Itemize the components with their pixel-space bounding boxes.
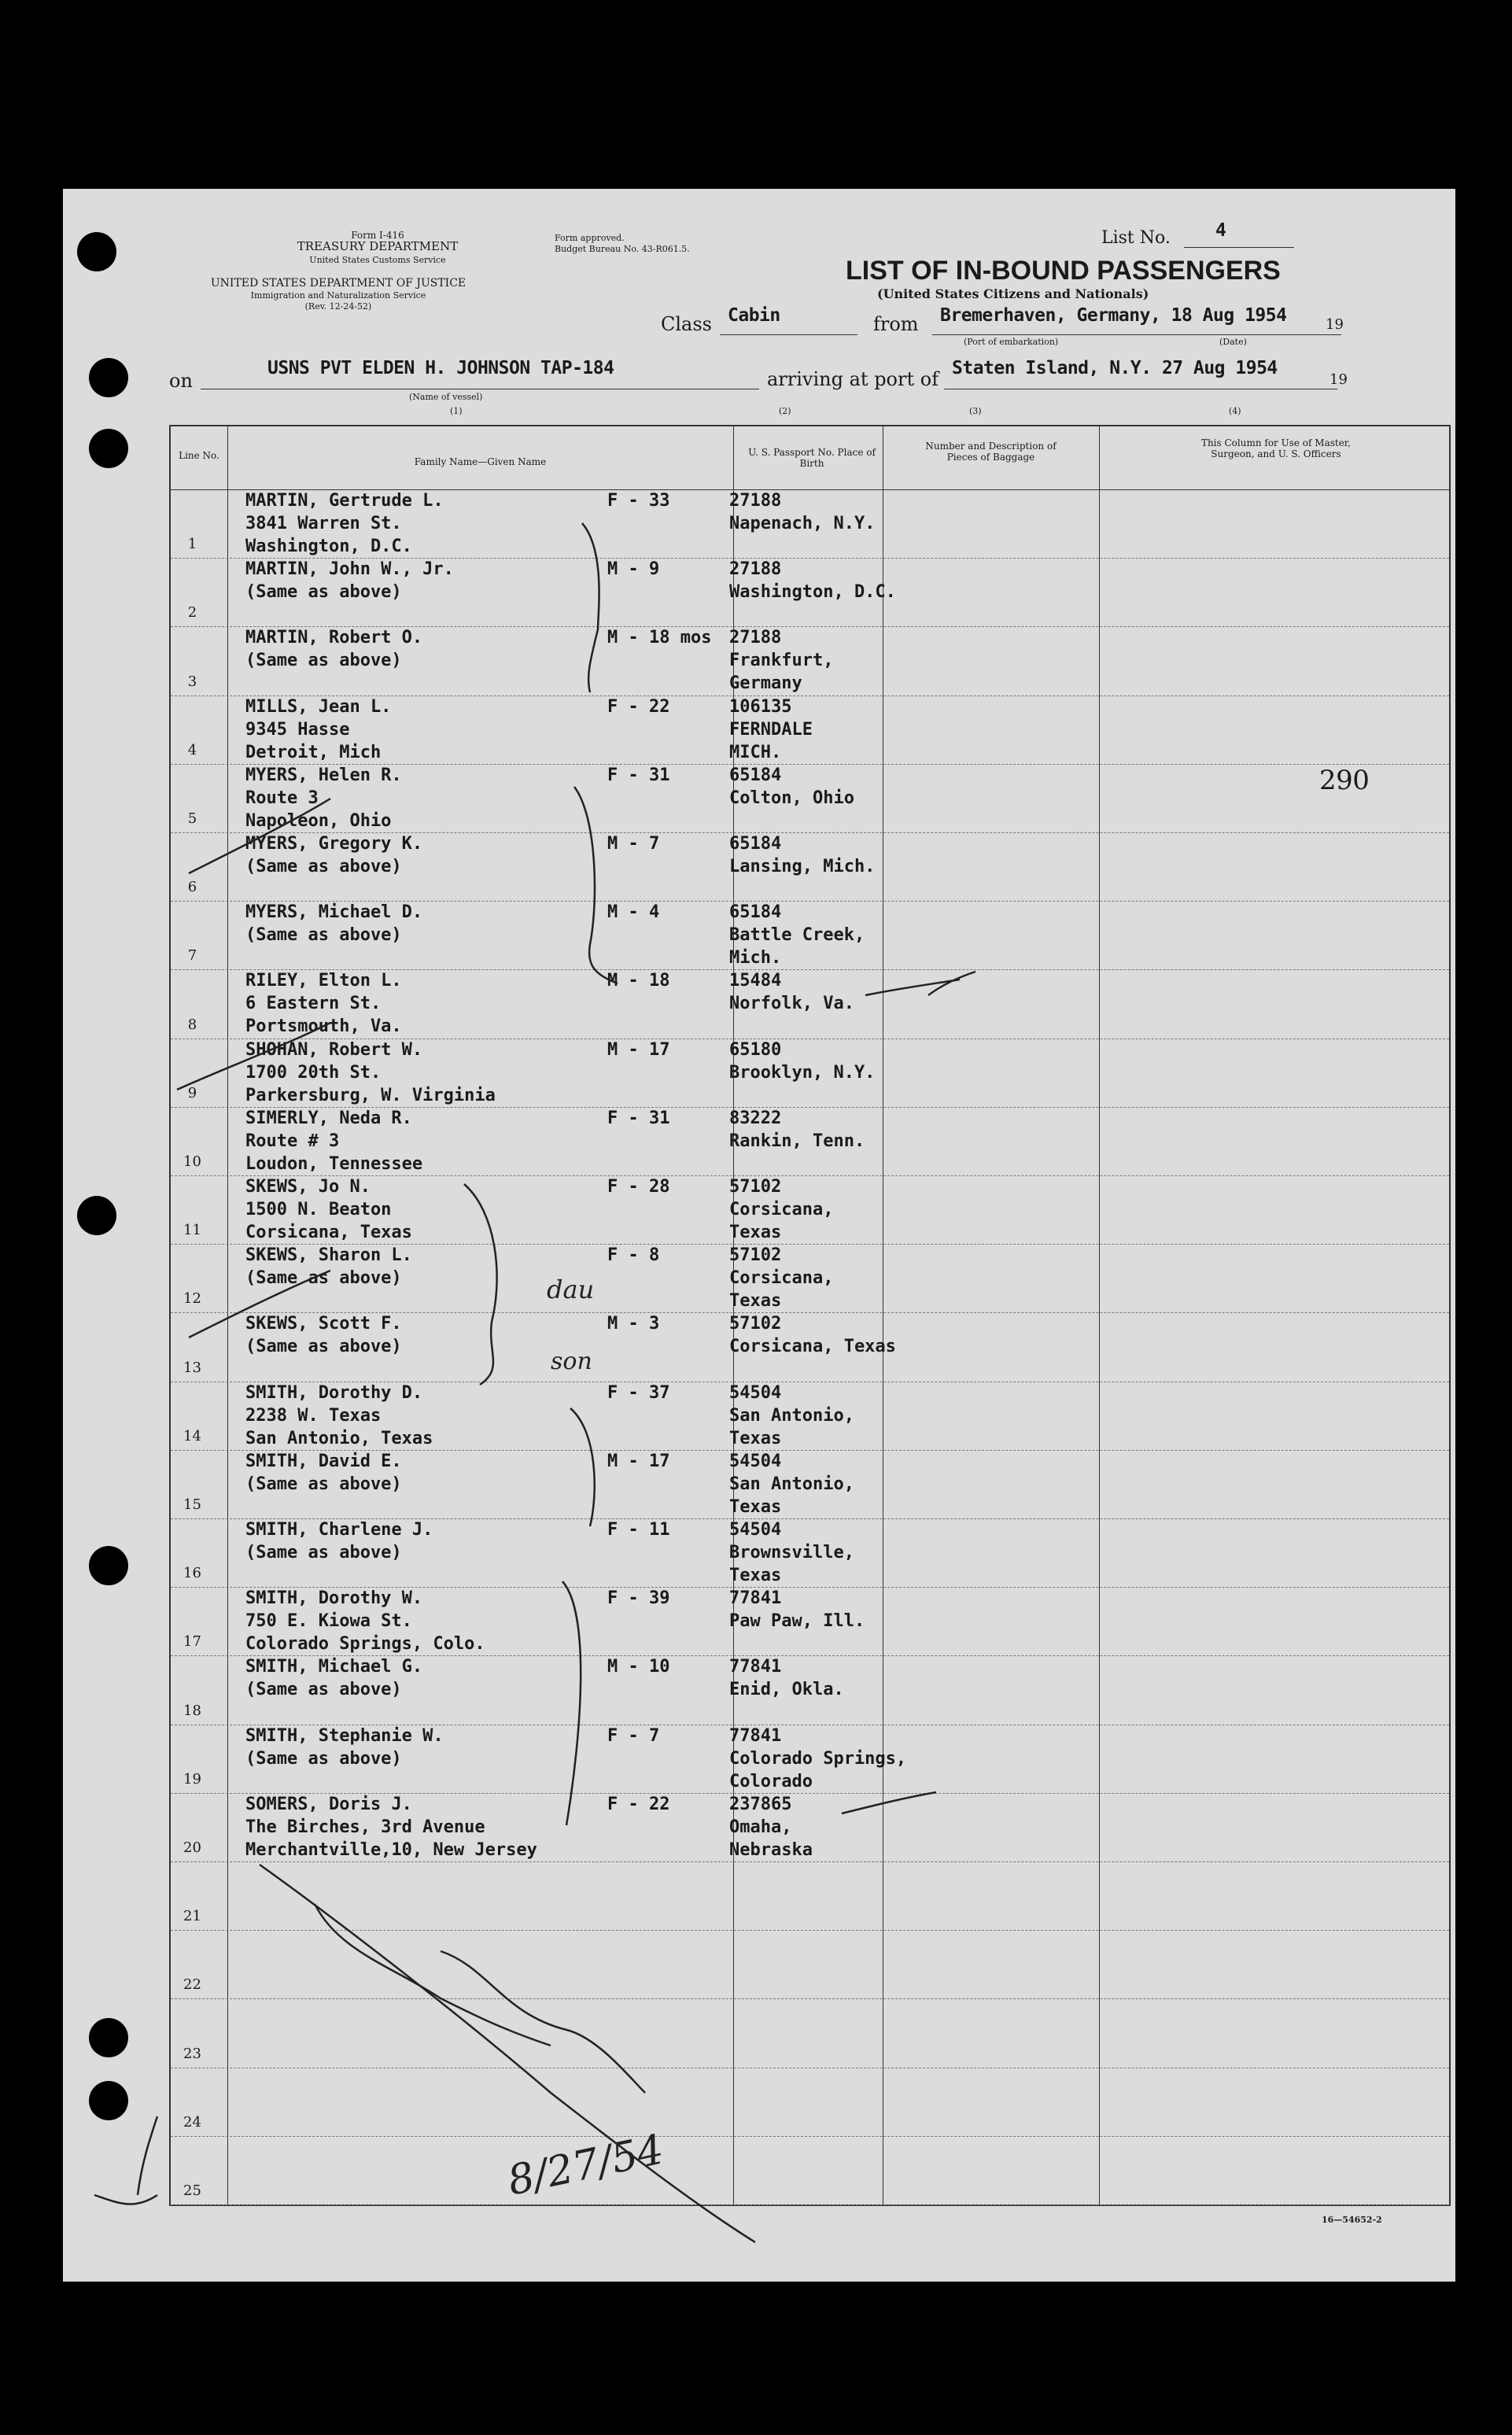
bracket-mark: [562, 1581, 581, 1825]
vessel-label: (Name of vessel): [409, 392, 483, 402]
line-number: 5: [187, 810, 197, 827]
list-no-label: List No.: [1101, 228, 1171, 248]
arrival-value: Staten Island, N.Y. 27 Aug 1954: [952, 358, 1278, 378]
from-label: from: [873, 313, 919, 335]
form-number: Form I-416: [351, 230, 404, 241]
sex-age: M - 9: [607, 559, 660, 580]
passenger-name-address: MYERS, Helen R. Route 3 Napoleon, Ohio: [245, 765, 402, 831]
header-baggage: Number and Description of Pieces of Baggage: [925, 441, 1057, 463]
port-embark-label: (Port of embarkation): [964, 337, 1059, 347]
passenger-name-address: MARTIN, John W., Jr. (Same as above): [245, 559, 454, 603]
line-number: 23: [183, 2045, 201, 2062]
sex-age: M - 17: [607, 1039, 670, 1060]
passport-birthplace: 237865 Omaha, Nebraska: [729, 1794, 813, 1860]
line-number: 17: [183, 1633, 201, 1651]
from-value: Bremerhaven, Germany, 18 Aug 1954: [940, 305, 1287, 326]
passport-birthplace: 65184 Battle Creek, Mich.: [729, 902, 865, 968]
revision: (Rev. 12-24-52): [304, 301, 372, 312]
passenger-name-address: SKEWS, Sharon L. (Same as above): [245, 1245, 412, 1289]
year-suffix-2: 19: [1329, 371, 1348, 388]
passport-birthplace: 83222 Rankin, Tenn.: [729, 1108, 865, 1151]
sex-age: F - 11: [607, 1520, 670, 1540]
passport-birthplace: 106135 FERNDALE MICH.: [729, 696, 813, 762]
sex-age: M - 18: [607, 971, 670, 991]
col-num-1: (1): [450, 406, 463, 416]
sex-age: M - 4: [607, 902, 660, 923]
passport-birthplace: 27188 Washington, D.C.: [729, 559, 896, 603]
col-num-3: (3): [969, 406, 982, 416]
pen-mark: [189, 799, 330, 873]
margin-note-son: son: [551, 1348, 592, 1375]
sex-age: F - 39: [607, 1588, 670, 1609]
bracket-mark: [464, 1184, 497, 1385]
line-number: 20: [183, 1839, 201, 1856]
margin-note-dau: dau: [547, 1275, 595, 1304]
line-number: 3: [187, 673, 197, 690]
sex-age: F - 22: [607, 696, 670, 717]
col-num-2: (2): [779, 406, 791, 416]
passport-birthplace: 65184 Lansing, Mich.: [729, 834, 876, 876]
line-number: 15: [183, 1496, 201, 1513]
passport-birthplace: 77841 Colorado Springs, Colorado: [729, 1725, 907, 1791]
line-number: 18: [183, 1702, 201, 1719]
passenger-name-address: SMITH, Dorothy D. 2238 W. Texas San Antonio, Texas: [245, 1382, 433, 1448]
passport-birthplace: 54504 San Antonio, Texas: [729, 1451, 854, 1517]
col-num-4: (4): [1229, 406, 1241, 416]
passenger-name-address: SMITH, Stephanie W. (Same as above): [245, 1725, 444, 1769]
page-subtitle: (United States Citizens and Nationals): [877, 286, 1149, 301]
date-label: (Date): [1219, 337, 1247, 347]
class-label: Class: [661, 313, 712, 335]
line-number: 14: [183, 1427, 201, 1444]
line-number: 24: [183, 2113, 201, 2131]
passenger-name-address: MILLS, Jean L. 9345 Hasse Detroit, Mich: [245, 696, 392, 762]
pen-mark: [842, 1792, 936, 1813]
line-number: 21: [183, 1908, 201, 1925]
sex-age: M - 18 mos: [607, 628, 712, 648]
line-number: 16: [183, 1565, 201, 1582]
header-name: Family Name—Given Name: [414, 456, 547, 467]
sex-age: M - 3: [607, 1314, 660, 1334]
passenger-name-address: SHOHAN, Robert W. 1700 20th St. Parkersburg, W. Virginia: [245, 1039, 496, 1105]
line-number: 7: [187, 947, 197, 965]
passport-birthplace: 54504 Brownsville, Texas: [729, 1520, 854, 1585]
pen-mark: [189, 1271, 330, 1337]
vessel-name: USNS PVT ELDEN H. JOHNSON TAP-184: [267, 358, 614, 378]
line-number: 19: [183, 1770, 201, 1788]
passport-birthplace: 54504 San Antonio, Texas: [729, 1382, 854, 1448]
pen-mark: [177, 1023, 330, 1090]
sex-age: M - 10: [607, 1657, 670, 1677]
passport-birthplace: 27188 Napenach, N.Y.: [729, 491, 876, 533]
passport-birthplace: 77841 Paw Paw, Ill.: [729, 1588, 865, 1632]
line-number: 22: [183, 1976, 201, 1994]
line-number: 11: [183, 1222, 201, 1239]
passport-birthplace: 65180 Brooklyn, N.Y.: [729, 1039, 876, 1083]
header-line-no: Line No.: [179, 450, 219, 461]
ins-service: Immigration and Naturalization Service: [250, 290, 426, 301]
sex-age: M - 17: [607, 1451, 670, 1471]
line-number: 6: [187, 879, 197, 896]
sex-age: F - 37: [607, 1382, 670, 1403]
passenger-name-address: SMITH, Michael G. (Same as above): [245, 1657, 423, 1700]
passport-birthplace: 77841 Enid, Okla.: [729, 1657, 844, 1700]
passenger-name-address: SMITH, David E. (Same as above): [245, 1451, 402, 1494]
page-title: LIST OF IN-BOUND PASSENGERS: [846, 256, 1281, 286]
form-approved: Form approved.: [555, 233, 625, 243]
year-suffix: 19: [1326, 316, 1344, 333]
handwritten-date: 8/27/54: [503, 2126, 668, 2205]
pen-mark: [260, 1865, 755, 2242]
passport-birthplace: 57102 Corsicana, Texas: [729, 1314, 896, 1357]
line-number: 13: [183, 1359, 201, 1376]
passenger-name-address: MARTIN, Gertrude L. 3841 Warren St. Washington, D.C.: [245, 491, 444, 556]
passport-birthplace: 57102 Corsicana, Texas: [729, 1177, 834, 1242]
passenger-name-address: MARTIN, Robert O. (Same as above): [245, 628, 423, 671]
margin-initials: [94, 2116, 157, 2204]
sex-age: F - 7: [607, 1725, 660, 1746]
justice-dept: UNITED STATES DEPARTMENT OF JUSTICE: [210, 277, 467, 290]
sex-age: F - 28: [607, 1177, 670, 1197]
passenger-name-address: SOMERS, Doris J. The Birches, 3rd Avenue Merchantville,10, New Jersey: [245, 1794, 537, 1860]
passport-birthplace: 15484 Norfolk, Va.: [729, 971, 854, 1014]
passport-birthplace: 65184 Colton, Ohio: [729, 765, 854, 808]
passenger-name-address: SKEWS, Scott F. (Same as above): [245, 1314, 402, 1357]
line-number: 2: [187, 604, 197, 622]
passenger-name-address: MYERS, Gregory K. (Same as above): [245, 834, 423, 876]
passenger-name-address: SMITH, Charlene J. (Same as above): [245, 1520, 433, 1562]
treasury-dept: TREASURY DEPARTMENT: [297, 239, 459, 253]
officer-note: 290: [1319, 765, 1370, 796]
class-value: Cabin: [728, 305, 780, 326]
arriving-label: arriving at port of: [767, 368, 939, 390]
sex-age: F - 31: [607, 1108, 670, 1128]
line-number: 10: [183, 1153, 201, 1170]
passenger-name-address: MYERS, Michael D. (Same as above): [245, 902, 423, 946]
line-number: 8: [187, 1016, 197, 1033]
passport-birthplace: 27188 Frankfurt, Germany: [729, 628, 834, 694]
sex-age: F - 33: [607, 491, 670, 511]
sex-age: F - 22: [607, 1794, 670, 1814]
bracket-mark: [574, 787, 618, 983]
footer-code: 16—54652-2: [1322, 2215, 1382, 2225]
on-label: on: [169, 370, 193, 392]
passport-birthplace: 57102 Corsicana, Texas: [729, 1245, 834, 1312]
line-number: 1: [187, 536, 197, 553]
header-passport: U. S. Passport No. Place of Birth: [748, 447, 876, 469]
budget-bureau: Budget Bureau No. 43-R061.5.: [555, 244, 690, 254]
passenger-name-address: RILEY, Elton L. 6 Eastern St. Portsmouth, Va.: [245, 971, 402, 1037]
signature: [315, 1904, 645, 2093]
sex-age: F - 8: [607, 1245, 660, 1266]
passenger-name-address: SKEWS, Jo N. 1500 N. Beaton Corsicana, Texas: [245, 1177, 412, 1242]
customs-service: United States Customs Service: [309, 255, 446, 265]
passenger-name-address: SIMERLY, Neda R. Route # 3 Loudon, Tennessee: [245, 1108, 423, 1174]
header-officers: This Column for Use of Master, Surgeon, and U. S. Officers: [1200, 437, 1352, 459]
pen-mark: [865, 980, 960, 995]
line-number: 25: [183, 2182, 201, 2199]
passenger-name-address: SMITH, Dorothy W. 750 E. Kiowa St. Colorado Springs, Colo.: [245, 1588, 485, 1655]
list-no-value: 4: [1215, 220, 1226, 241]
sex-age: M - 7: [607, 834, 660, 854]
bracket-mark: [582, 523, 599, 692]
line-number: 12: [183, 1290, 201, 1308]
line-number: 9: [187, 1084, 197, 1101]
line-number: 4: [187, 741, 197, 758]
bracket-mark: [570, 1408, 595, 1526]
sex-age: F - 31: [607, 765, 670, 785]
